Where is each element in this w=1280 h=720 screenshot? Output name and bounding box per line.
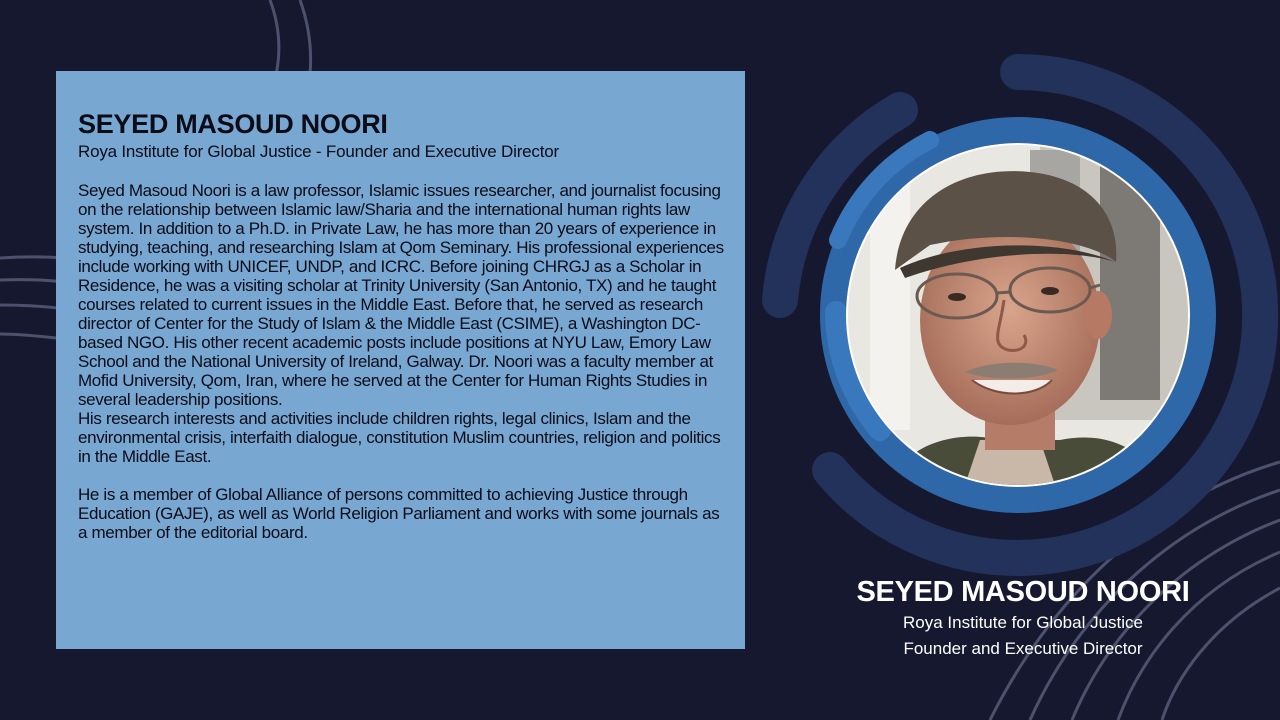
bio-paragraph-3: He is a member of Global Alliance of persons committed to achieving Justice through Education (GAJE), as well as World Religion Parliament and works with some journals as a member of the editorial board. bbox=[78, 485, 720, 542]
caption-name: SEYED MASOUD NOORI bbox=[856, 576, 1190, 608]
caption-organization: Roya Institute for Global Justice bbox=[902, 613, 1143, 632]
profile-name: SEYED MASOUD NOORI bbox=[78, 109, 388, 139]
bio-paragraph-2: His research interests and activities include children rights, legal clinics, Islam and the environmental crisis, interfaith dialogue, constitution Muslim countries, religion and politics in the Middle East. bbox=[78, 409, 721, 466]
profile-subtitle: Roya Institute for Global Justice - Founder and Executive Director bbox=[78, 142, 559, 161]
caption-role: Founder and Executive Director bbox=[903, 639, 1143, 658]
bio-paragraph-1: Seyed Masoud Noori is a law professor, Islamic issues researcher, and journalist focusing on the relationship between Islamic law/Sharia and the international human rights law system. In addition to a Ph.D. in Private Law, he has more than 20 years of experience in studying, teaching, and researching Islam at Qom Seminary. His professional experiences include working with UNICEF, UNDP, and ICRC. Before joining CHRGJ as a Scholar in Residence, he was a visiting scholar at Trinity University (San Antonio, TX) and he taught courses related to current issues in the Middle East. Before that, he served as research director of Center for the Study of Islam & the Middle East (CSIME), a Washington DC-based NGO. His other recent academic posts include positions at NYU Law, Emory Law School and the National University of Ireland, Galway. Dr. Noori was a faculty member at Mofid University, Qom, Iran, where he served at the Center for Human Rights Studies in several leadership positions. bbox=[78, 181, 724, 409]
